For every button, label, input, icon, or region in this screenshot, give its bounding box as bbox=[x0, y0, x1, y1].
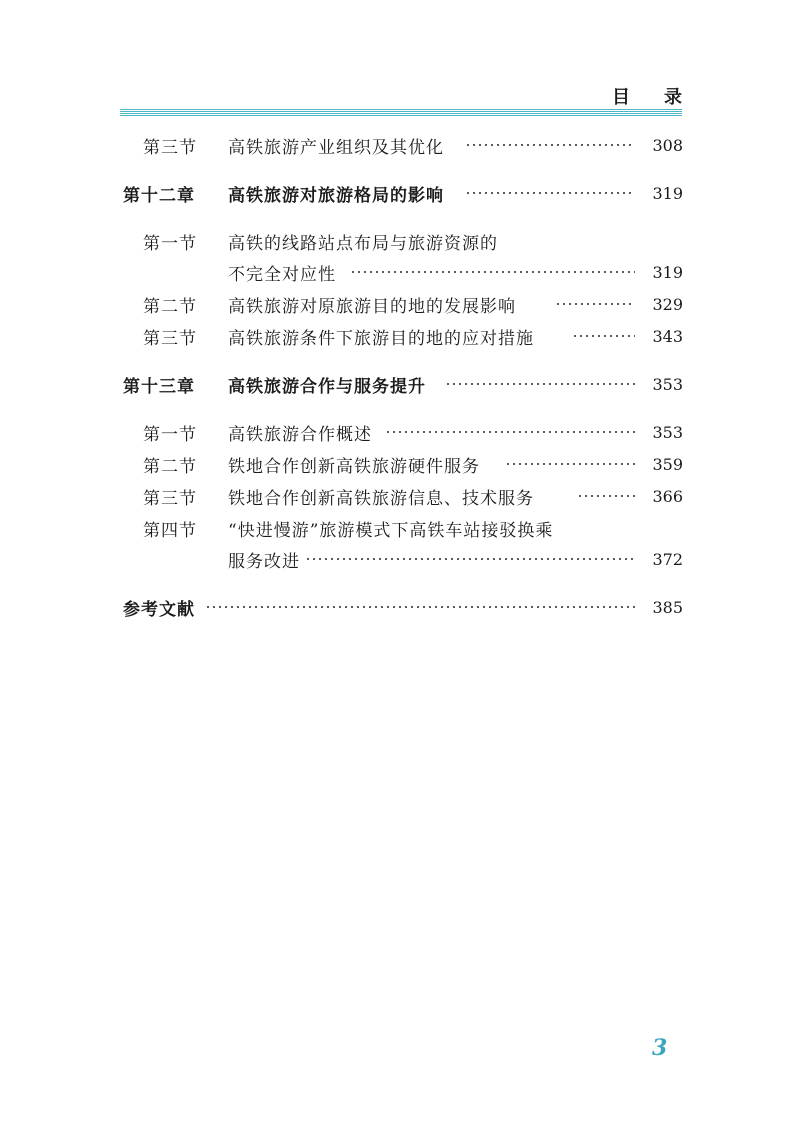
leader-dots bbox=[572, 335, 635, 337]
toc-entry-label: 第三节 bbox=[143, 488, 197, 509]
toc-entry-label: 第十二章 bbox=[123, 185, 195, 206]
toc-entry-page: 372 bbox=[652, 549, 683, 569]
toc-entry-label: 第四节 bbox=[143, 520, 197, 541]
header-title-char-1: 目 bbox=[612, 87, 630, 108]
header-rule bbox=[120, 109, 682, 116]
toc-entry[interactable] bbox=[143, 481, 683, 511]
toc-entry-title: 高铁旅游合作与服务提升 bbox=[228, 376, 426, 397]
toc-entry-page: 353 bbox=[652, 374, 683, 394]
toc-entry-page: 329 bbox=[652, 294, 683, 314]
running-header bbox=[612, 84, 682, 108]
toc-chapter-entry[interactable] bbox=[123, 178, 683, 208]
toc-entry-label: 第二节 bbox=[143, 456, 197, 477]
toc-entry-continuation[interactable] bbox=[143, 257, 683, 287]
toc-entry-label: 参考文献 bbox=[123, 599, 195, 620]
leader-dots bbox=[555, 303, 635, 305]
toc-entry-title: 高铁旅游产业组织及其优化 bbox=[228, 137, 444, 158]
toc-entry-page: 359 bbox=[652, 454, 683, 474]
toc-entry[interactable] bbox=[143, 513, 683, 543]
toc-entry-title: 高铁旅游合作概述 bbox=[228, 424, 372, 445]
leader-dots bbox=[205, 606, 635, 608]
toc-entry-title: “快进慢游”旅游模式下高铁车站接驳换乘 bbox=[228, 520, 554, 541]
toc-entry-label: 第一节 bbox=[143, 424, 197, 445]
leader-dots bbox=[465, 192, 635, 194]
toc-entry[interactable] bbox=[143, 289, 683, 319]
toc-entry-title: 高铁旅游对旅游格局的影响 bbox=[228, 185, 444, 206]
toc-entry-title: 高铁的线路站点布局与旅游资源的 bbox=[228, 233, 498, 254]
leader-dots bbox=[505, 463, 635, 465]
toc-entry-title: 高铁旅游对原旅游目的地的发展影响 bbox=[228, 296, 516, 317]
toc-entry-continuation[interactable] bbox=[143, 544, 683, 574]
toc-entry-label: 第三节 bbox=[143, 328, 197, 349]
toc-entry-title: 铁地合作创新高铁旅游硬件服务 bbox=[228, 456, 480, 477]
toc-entry-page: 343 bbox=[652, 326, 683, 346]
toc-entry[interactable] bbox=[143, 449, 683, 479]
leader-dots bbox=[385, 431, 635, 433]
leader-dots bbox=[577, 495, 635, 497]
toc-entry-label: 第一节 bbox=[143, 233, 197, 254]
leader-dots bbox=[350, 271, 635, 273]
leader-dots bbox=[465, 144, 635, 146]
toc-entry-title-line-2: 服务改进 bbox=[228, 551, 300, 572]
toc-entry-page: 353 bbox=[652, 422, 683, 442]
toc-chapter-entry[interactable] bbox=[123, 369, 683, 399]
toc-entry-title: 高铁旅游条件下旅游目的地的应对措施 bbox=[228, 328, 534, 349]
toc-entry-page: 366 bbox=[652, 486, 683, 506]
toc-entry-label: 第十三章 bbox=[123, 376, 195, 397]
toc-entry-title: 铁地合作创新高铁旅游信息、技术服务 bbox=[228, 488, 534, 509]
toc-entry-page: 385 bbox=[652, 597, 683, 617]
toc-entry[interactable] bbox=[143, 130, 683, 160]
leader-dots bbox=[305, 558, 635, 560]
toc-entry-label: 第二节 bbox=[143, 296, 197, 317]
toc-entry[interactable] bbox=[143, 417, 683, 447]
toc-entry-label: 第三节 bbox=[143, 137, 197, 158]
toc-entry-page: 308 bbox=[652, 135, 683, 155]
leader-dots bbox=[445, 383, 635, 385]
toc-entry-page: 319 bbox=[652, 183, 683, 203]
toc-entry-page: 319 bbox=[652, 262, 683, 282]
toc-entry[interactable] bbox=[143, 226, 683, 256]
page-number: 3 bbox=[652, 1035, 668, 1061]
toc-entry[interactable] bbox=[143, 321, 683, 351]
toc-entry-title-line-2: 不完全对应性 bbox=[228, 264, 336, 285]
header-title-char-2: 录 bbox=[664, 87, 682, 108]
toc-references-entry[interactable] bbox=[123, 592, 683, 622]
